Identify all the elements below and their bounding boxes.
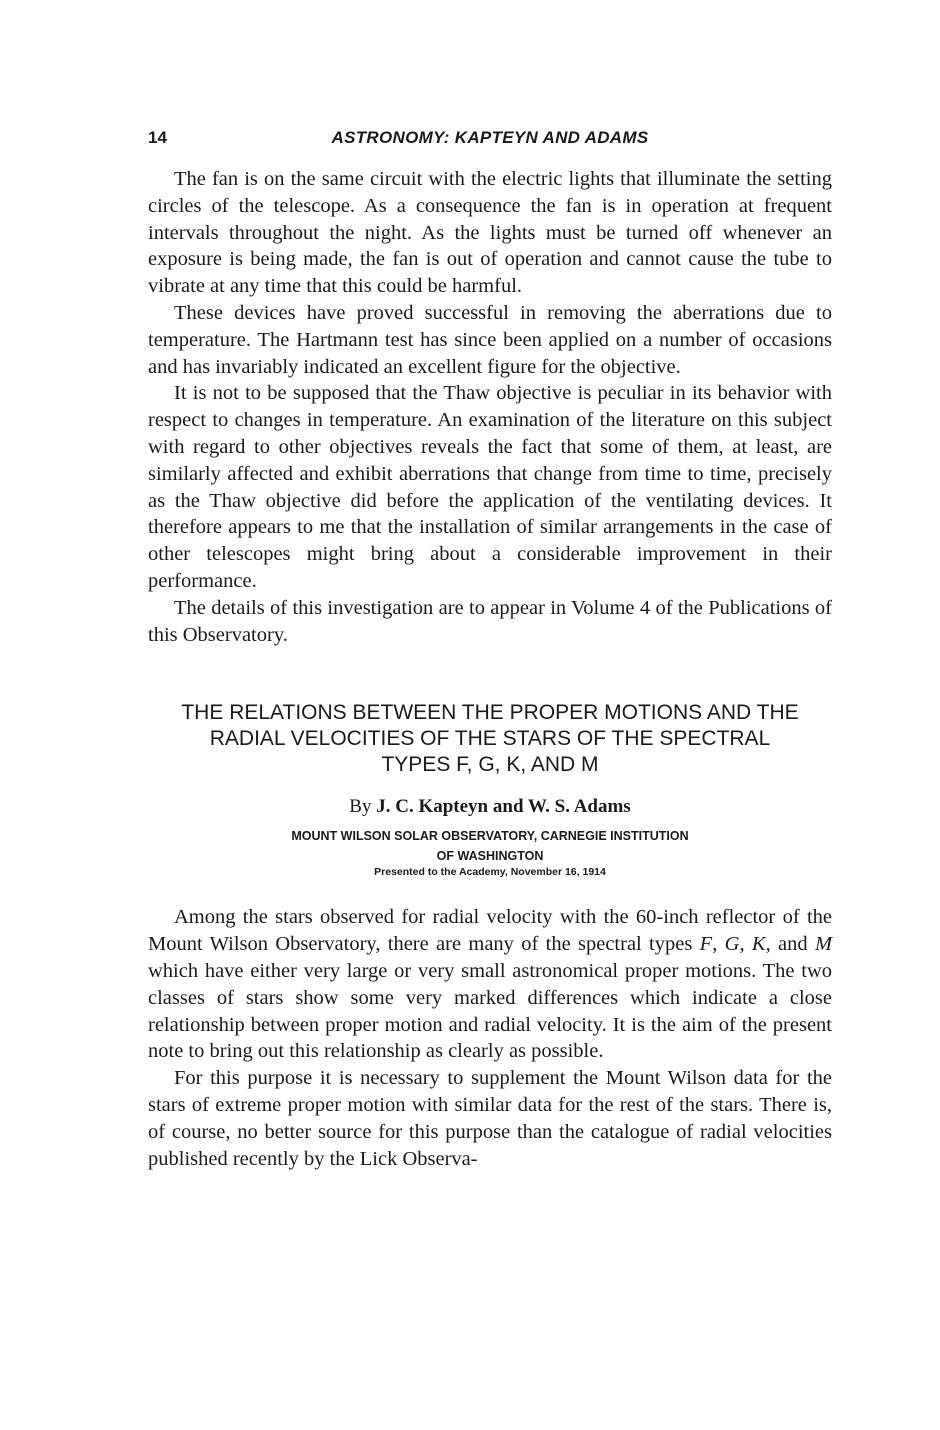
article-body <box>148 904 832 1172</box>
authors: J. C. Kapteyn and W. S. Adams <box>376 796 631 818</box>
paragraph: Among the stars observed for radial velocity with the 60-inch reflector of the Mount Wilson Observatory, there are many of the spectral types F, G, K, and M which have either very large or very small astronomical proper motions. The two classes of stars show some very marked differences which indicate a close relationship between proper motion and radial velocity. It is the aim of the present note to bring out this relationship as clearly as possible. <box>148 906 833 1063</box>
spectral-type: M <box>814 933 833 956</box>
page-number: 14 <box>148 128 167 147</box>
article-title-line: RADIAL VELOCITIES OF THE STARS OF THE SPECTRAL <box>209 727 771 751</box>
paragraph: These devices have proved successful in removing the aberrations due to temperature. The Hartmann test has since been applied on a number of occasions and has invariably indicated an excellent figure for the objective. <box>148 301 832 378</box>
affiliation-line: MOUNT WILSON SOLAR OBSERVATORY, CARNEGIE INSTITUTION <box>291 829 689 844</box>
affiliation-line: OF WASHINGTON <box>436 849 544 864</box>
paragraph-text: which have either very large or very small astronomical proper motions. The two classes of stars show some very marked differences which indicate a close relationship between proper motion and radial velocity. It is the aim of the present note to bring out this relationship as clearly as possible. <box>148 959 832 1063</box>
spectral-type: F <box>699 933 713 956</box>
byline <box>148 796 832 818</box>
paragraph: It is not to be supposed that the Thaw objective is peculiar in its behavior with respect to changes in temperature. An examination of the literature on this subject with regard to other objectives reveals the fact that some of them, at least, are similarly affected and exhibit aberrations that change from time to time, precisely as the Thaw objective did before the application of the ventilating devices. It therefore appears to me that the installation of similar arrangements in the case of other telescopes might bring about a considerable improvement in their performance. <box>148 382 832 592</box>
byline-prefix: By <box>349 796 372 818</box>
running-head <box>148 126 832 156</box>
previous-article-text <box>148 166 832 648</box>
journal-title: ASTRONOMY: KAPTEYN AND ADAMS <box>331 128 649 147</box>
paragraph: The details of this investigation are to appear in Volume 4 of the Publications of this Observatory. <box>148 596 832 646</box>
article-title-line: THE RELATIONS BETWEEN THE PROPER MOTIONS AND THE <box>181 701 799 725</box>
spectral-type: G <box>724 933 740 956</box>
page <box>148 126 832 1172</box>
paragraph: The fan is on the same circuit with the electric lights that illuminate the setting circles of the telescope. As a consequence the fan is in operation at frequent intervals throughout the night. As the lights must be turned off whenever an exposure is being made, the fan is out of operation and cannot cause the tube to vibrate at any time that this could be harmful. <box>148 168 832 298</box>
spectral-type: K <box>751 933 766 956</box>
affiliation <box>148 826 832 866</box>
article-title <box>148 700 832 778</box>
article-title-line: TYPES F, G, K, AND M <box>381 753 599 777</box>
presented-date: Presented to the Academy, November 16, 1914 <box>374 866 606 879</box>
paragraph-text: Among the stars observed for radial velocity with the 60-inch reflector of the Mount Wilson Observatory, there are many of the spectral types <box>148 906 832 956</box>
paragraph: For this purpose it is necessary to supplement the Mount Wilson data for the stars of extreme proper motion with similar data for the rest of the stars. There is, of course, no better source for this purpose than the catalogue of radial velocities published recently by the Lick Observa- <box>148 1067 832 1170</box>
